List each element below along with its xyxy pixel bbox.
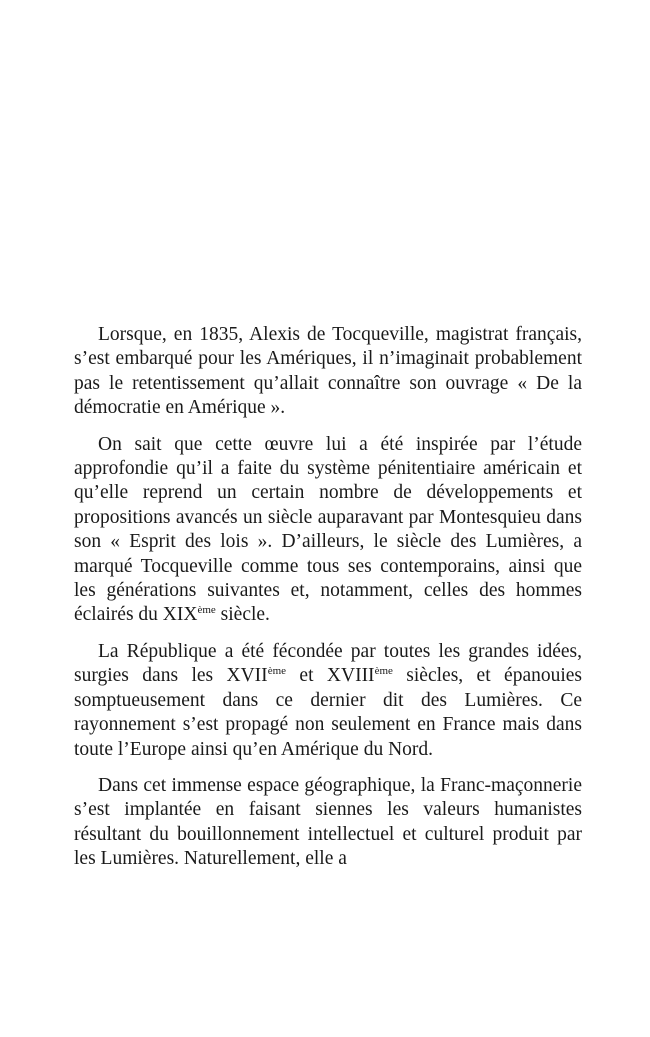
- superscript-eme: ème: [267, 665, 287, 678]
- paragraph-2: [74, 433, 582, 628]
- paragraph-1-text: Lorsque, en 1835, Alexis de Tocqueville, magistrat français, s’est embarqué pour les Amériques, il n’imaginait probablement pas le retentissement qu’allait connaître son ouvrage « De la démocratie en Amérique ».: [74, 324, 582, 419]
- paragraph-1: [74, 323, 582, 421]
- paragraph-3-text-b: et XVIII: [286, 665, 375, 687]
- paragraph-3: [74, 640, 582, 762]
- page-body: [74, 323, 582, 884]
- paragraph-2-text-b: siècle.: [215, 604, 270, 626]
- paragraph-4: [74, 774, 582, 872]
- superscript-eme: ème: [374, 665, 393, 678]
- paragraph-2-text-a: On sait que cette œuvre lui a été inspirée par l’étude approfondie qu’il a faite du système pénitentiaire américain et qu’elle reprend un certain nombre de développements et propositions avancés un siècle auparavant par Montesquieu dans son « Esprit des lois ». D’ailleurs, le siècle des Lumières, a marqué Tocqueville comme tous ses contemporains, ainsi que les générations suivantes et, notamment, celles des hommes éclairés du XIX: [74, 433, 582, 626]
- paragraph-3-text-c: siècles, et épanouies somptueusement dans ce dernier dit des Lumières. Ce rayonnement s’est propagé non seulement en France mais dans toute l’Europe ainsi qu’en Amérique du Nord.: [74, 665, 583, 760]
- superscript-eme: ème: [197, 604, 216, 617]
- paragraph-4-text: Dans cet immense espace géographique, la Franc-maçonnerie s’est implantée en faisant siennes les valeurs humanistes résultant du bouillonnement intellectuel et culturel produit par les Lumières. Naturellement, elle a: [74, 774, 582, 870]
- paragraph-3-text-a: La République a été fécondée par toutes les grandes idées, surgies dans les XVII: [74, 640, 582, 687]
